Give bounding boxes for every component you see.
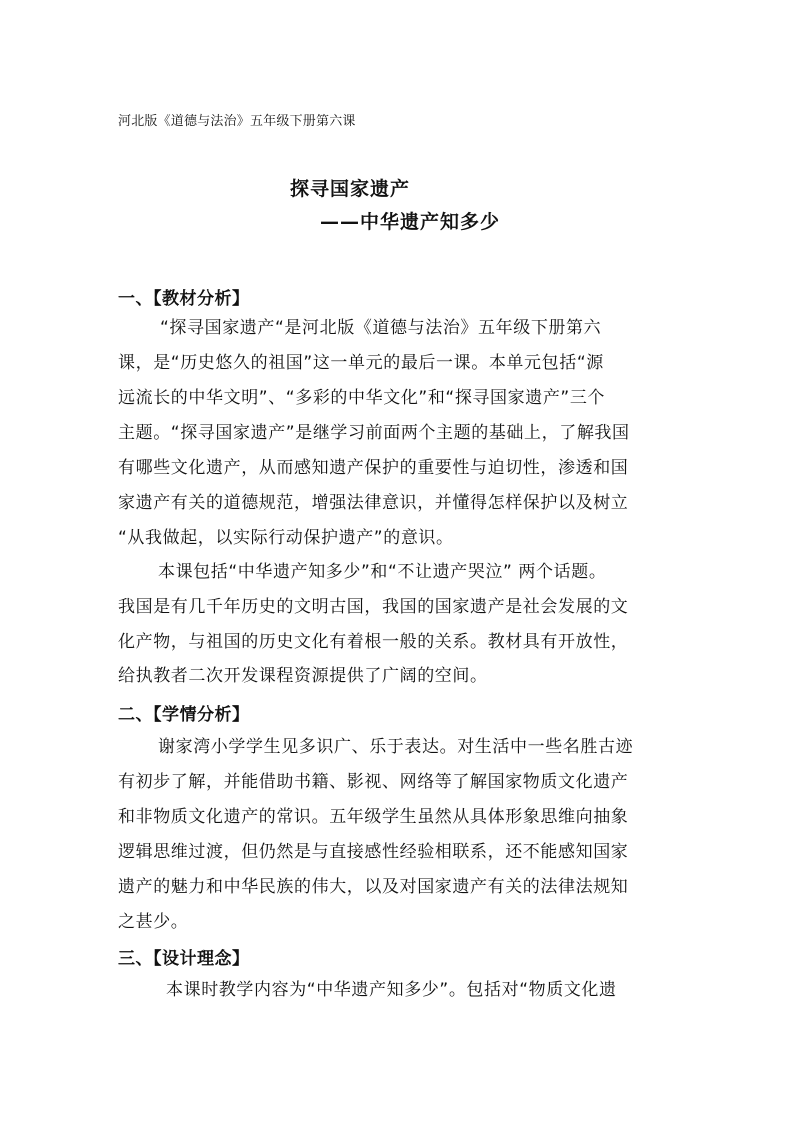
paragraph-line: “从我做起，以实际行动保护遗产”的意识。	[118, 528, 454, 548]
paragraph-line: 之甚少。	[118, 912, 189, 932]
paragraph-line: 远流长的中华文明”、“多彩的中华文化”和“探寻国家遗产”三个	[118, 388, 606, 408]
paragraph-line: 和非物质文化遗产的常识。五年级学生虽然从具体形象思维向抽象	[118, 807, 629, 827]
paragraph-line: 遗产的魅力和中华民族的伟大，以及对国家遗产有关的法律法规知	[118, 877, 629, 897]
section-heading-design-concept: 三、【设计理念】	[118, 949, 250, 969]
paragraph-line: 本课时教学内容为“中华遗产知多少”。包括对“物质文化遗	[166, 980, 617, 1000]
paragraph-line: 本课包括“中华遗产知多少”和“不让遗产哭泣” 两个话题。	[158, 562, 607, 582]
paragraph-line: 主题。“探寻国家遗产”是继学习前面两个主题的基础上，了解我国	[118, 423, 630, 443]
paragraph-line: 有初步了解，并能借助书籍、影视、网络等了解国家物质文化遗产	[118, 772, 629, 792]
document-title: 探寻国家遗产	[290, 178, 411, 200]
paragraph-line: 我国是有几千年历史的文明古国，我国的国家遗产是社会发展的文	[118, 597, 629, 617]
paragraph-line: 家遗产有关的道德规范，增强法律意识，并懂得怎样保护以及树立	[118, 493, 629, 513]
section-heading-textbook-analysis: 一、【教材分析】	[118, 289, 250, 309]
paragraph-line: 给执教者二次开发课程资源提供了广阔的空间。	[118, 666, 488, 686]
paragraph-line: 课，是“历史悠久的祖国”这一单元的最后一课。本单元包括“源	[118, 353, 604, 373]
paragraph-line: 谢家湾小学学生见多识广、乐于表达。对生活中一些名胜古迹	[158, 737, 634, 757]
section-heading-student-analysis: 二、【学情分析】	[118, 705, 250, 725]
document-subtitle: ——中华遗产知多少	[320, 211, 501, 233]
paragraph-line: 逻辑思维过渡，但仍然是与直接感性经验相联系，还不能感知国家	[118, 842, 629, 862]
paragraph-line: 有哪些文化遗产，从而感知遗产保护的重要性与迫切性，渗透和国	[118, 458, 629, 478]
paragraph-line: 化产物，与祖国的历史文化有着根一般的关系。教材具有开放性，	[118, 632, 629, 652]
paragraph-line: “探寻国家遗产“是河北版《道德与法治》五年级下册第六	[160, 318, 602, 338]
lesson-header: 河北版《道德与法治》五年级下册第六课	[118, 114, 356, 129]
